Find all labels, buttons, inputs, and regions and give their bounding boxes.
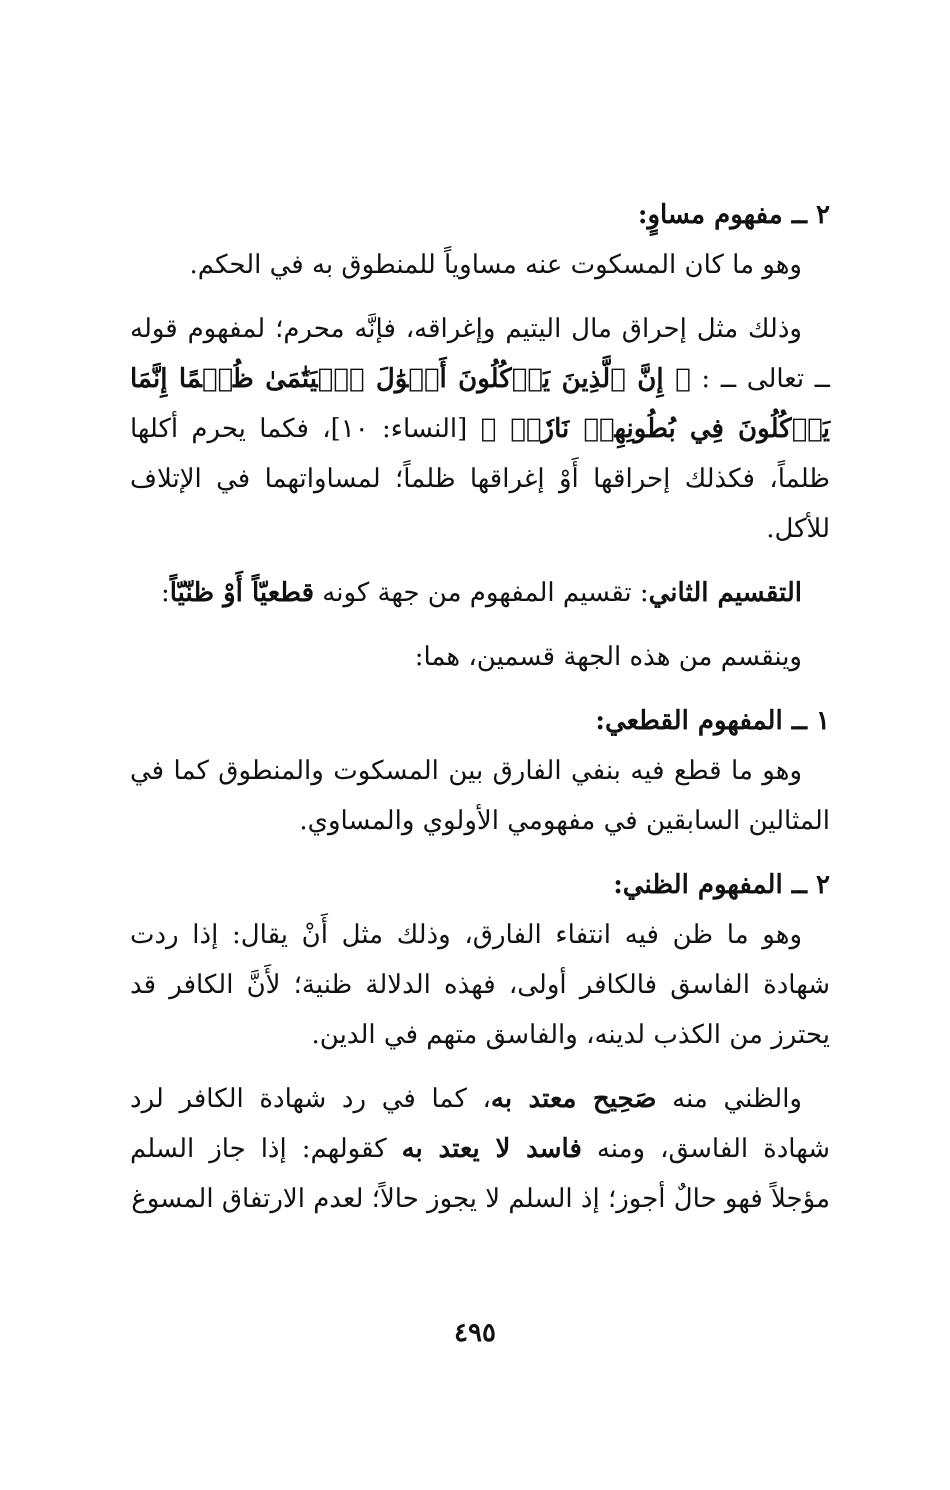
presumptive-concept-text: وهو ما ظن فيه انتفاء الفارق، وذلك مثل أَنْ يقال: إذا ردت شهادة الفاسق فالكافر أولى، فهذه الدلالة ظنية؛ لأَنَّ الكافر قد يحترز من الكذب لدينه، والفاسق متهم في الدين.: [130, 920, 830, 1050]
second-division-bold-text: قطعيّاً أَوْ ظنّيّاً: [169, 578, 315, 608]
page-body: [130, 190, 830, 1224]
heading-equal-concept: ٢ ــ مفهوم مساوٍ:: [637, 200, 830, 230]
last-para-part-1: والظني منه: [656, 1084, 802, 1114]
second-division-title: [130, 568, 830, 618]
last-paragraph: [130, 1074, 830, 1224]
quran-verse: ﴿ إِنَّ ٱلَّذِينَ يَأۡكُلُونَ أَمۡوَٰلَ ٱلۡيَتَٰمَىٰ ظُلۡمًا إِنَّمَا يَأۡكُلُونَ فِي بُطُونِهِمۡ نَارٗاۖ ﴾: [130, 364, 831, 444]
heading-presumptive-concept: ٢ ــ المفهوم الظني:: [613, 870, 830, 900]
definite-concept-text: وهو ما قطع فيه بنفي الفارق بين المسكوت والمنطوق كما في المثالين السابقين في مفهومي الأولوي والمساوي.: [130, 756, 830, 836]
example-intro: وذلك مثل إحراق مال اليتيم وإغراقه، فإنَّه محرم؛ لمفهوم قوله ــ تعالى ــ :: [130, 314, 830, 394]
last-para-part-2: ، كما في رد شهادة الكافر لرد شهادة الفاسق، ومنه: [130, 1084, 830, 1164]
example-rest: [النساء: ١٠]، فكما يحرم أكلها ظلماً، فكذلك إحراقها أَوْ إغراقها ظلماً؛ لمساواتهما في الإتلاف للأكل.: [130, 414, 830, 544]
last-para-bold-1: صَحِيح معتد به: [490, 1084, 657, 1114]
last-para-bold-2: فاسد لا يعتد به: [401, 1134, 582, 1164]
second-division-label: التقسيم الثاني: [648, 578, 802, 608]
definition-equal-concept: وهو ما كان المسكوت عنه مساوياً للمنطوق به في الحكم.: [189, 250, 802, 280]
last-para-part-3: كقولهم: إذا جاز السلم مؤجلاً فهو حالٌ أجوز؛ إذ السلم لا يجوز حالاً؛ لعدم الارتفاق المسوغ: [130, 1134, 830, 1214]
page-number: ٤٩٥: [454, 1318, 496, 1348]
heading-definite-concept: ١ ــ المفهوم القطعي:: [595, 706, 830, 736]
second-division-text: : تقسيم المفهوم من جهة كونه: [314, 578, 649, 608]
example-paragraph: [130, 304, 830, 554]
second-division-colon: :: [160, 578, 170, 608]
second-division-subtitle: وينقسم من هذه الجهة قسمين، هما:: [414, 642, 802, 672]
